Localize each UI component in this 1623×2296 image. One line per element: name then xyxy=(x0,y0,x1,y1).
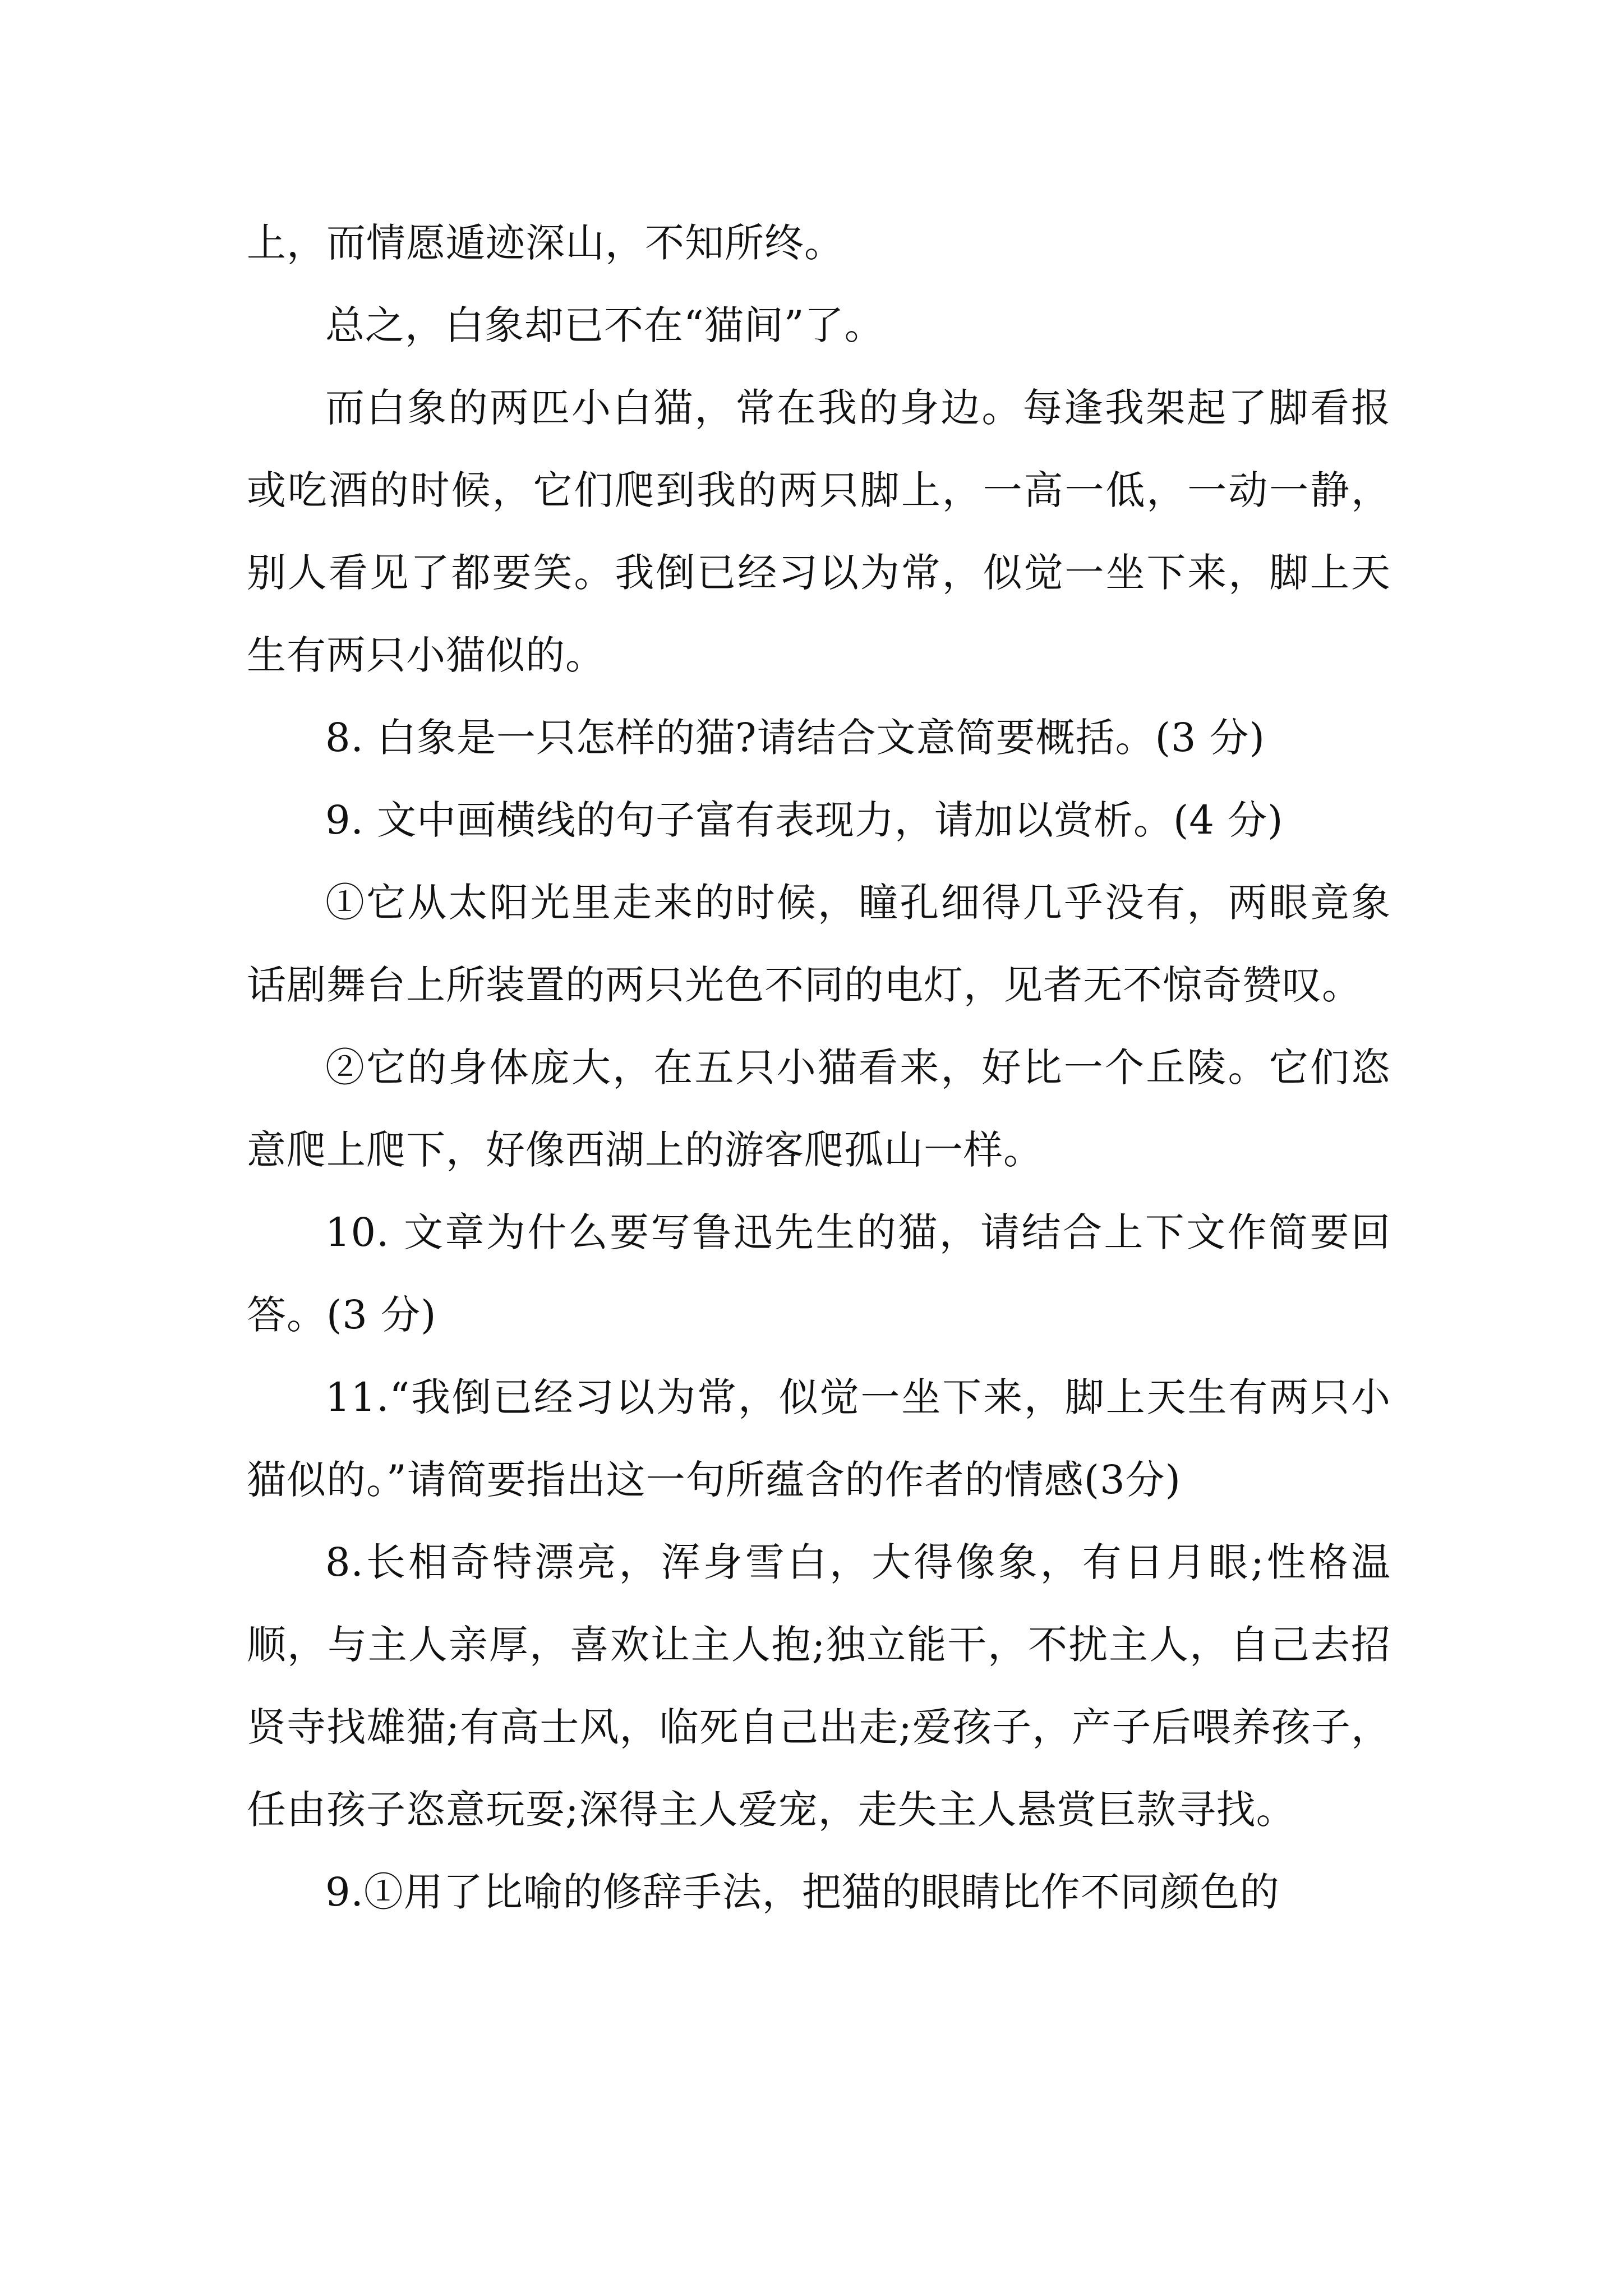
paragraph-summary: 总之，白象却已不在“猫间”了。 xyxy=(325,302,884,348)
question-11: 11.“我倒已经习以为常，似觉一坐下来，脚上天生有两只小猫似的。”请简要指出这一句所蕴含的作者的情感(3分) xyxy=(247,1374,1391,1503)
question-10: 10. 文章为什么要写鲁迅先生的猫，请结合上下文作简要回答。(3 分) xyxy=(247,1209,1391,1338)
answer-9-partial: 9.①用了比喻的修辞手法，把猫的眼睛比作不同颜色的 xyxy=(325,1869,1280,1915)
question-9-sentence-1: ①它从太阳光里走来的时候，瞳孔细得几乎没有，两眼竟象话剧舞台上所装置的两只光色不同的电灯，见者无不惊奇赞叹。 xyxy=(247,880,1391,1008)
document-body xyxy=(247,202,1391,1934)
question-9-sentence-2: ②它的身体庞大，在五只小猫看来，好比一个丘陵。它们恣意爬上爬下，好像西湖上的游客爬孤山一样。 xyxy=(247,1045,1391,1173)
paragraph-kittens: 而白象的两匹小白猫，常在我的身边。每逢我架起了脚看报或吃酒的时候，它们爬到我的两只脚上，一高一低，一动一静，别人看见了都要笑。我倒已经习以为常，似觉一坐下来，脚上天生有两只小猫似的。 xyxy=(247,385,1391,678)
question-9: 9. 文中画横线的句子富有表现力，请加以赏析。(4 分) xyxy=(325,797,1284,843)
paragraph-continuation: 上，而情愿遁迹深山，不知所终。 xyxy=(247,220,844,266)
question-8: 8. 白象是一只怎样的猫?请结合文意简要概括。(3 分) xyxy=(325,715,1265,761)
answer-8: 8.长相奇特漂亮，浑身雪白，大得像象，有日月眼;性格温顺，与主人亲厚，喜欢让主人抱;独立能干，不扰主人，自己去招贤寺找雄猫;有高士风，临死自己出走;爱孩子，产子后喂养孩子，任由孩子恣意玩耍;深得主人爱宠，走失主人悬赏巨款寻找。 xyxy=(247,1539,1391,1833)
